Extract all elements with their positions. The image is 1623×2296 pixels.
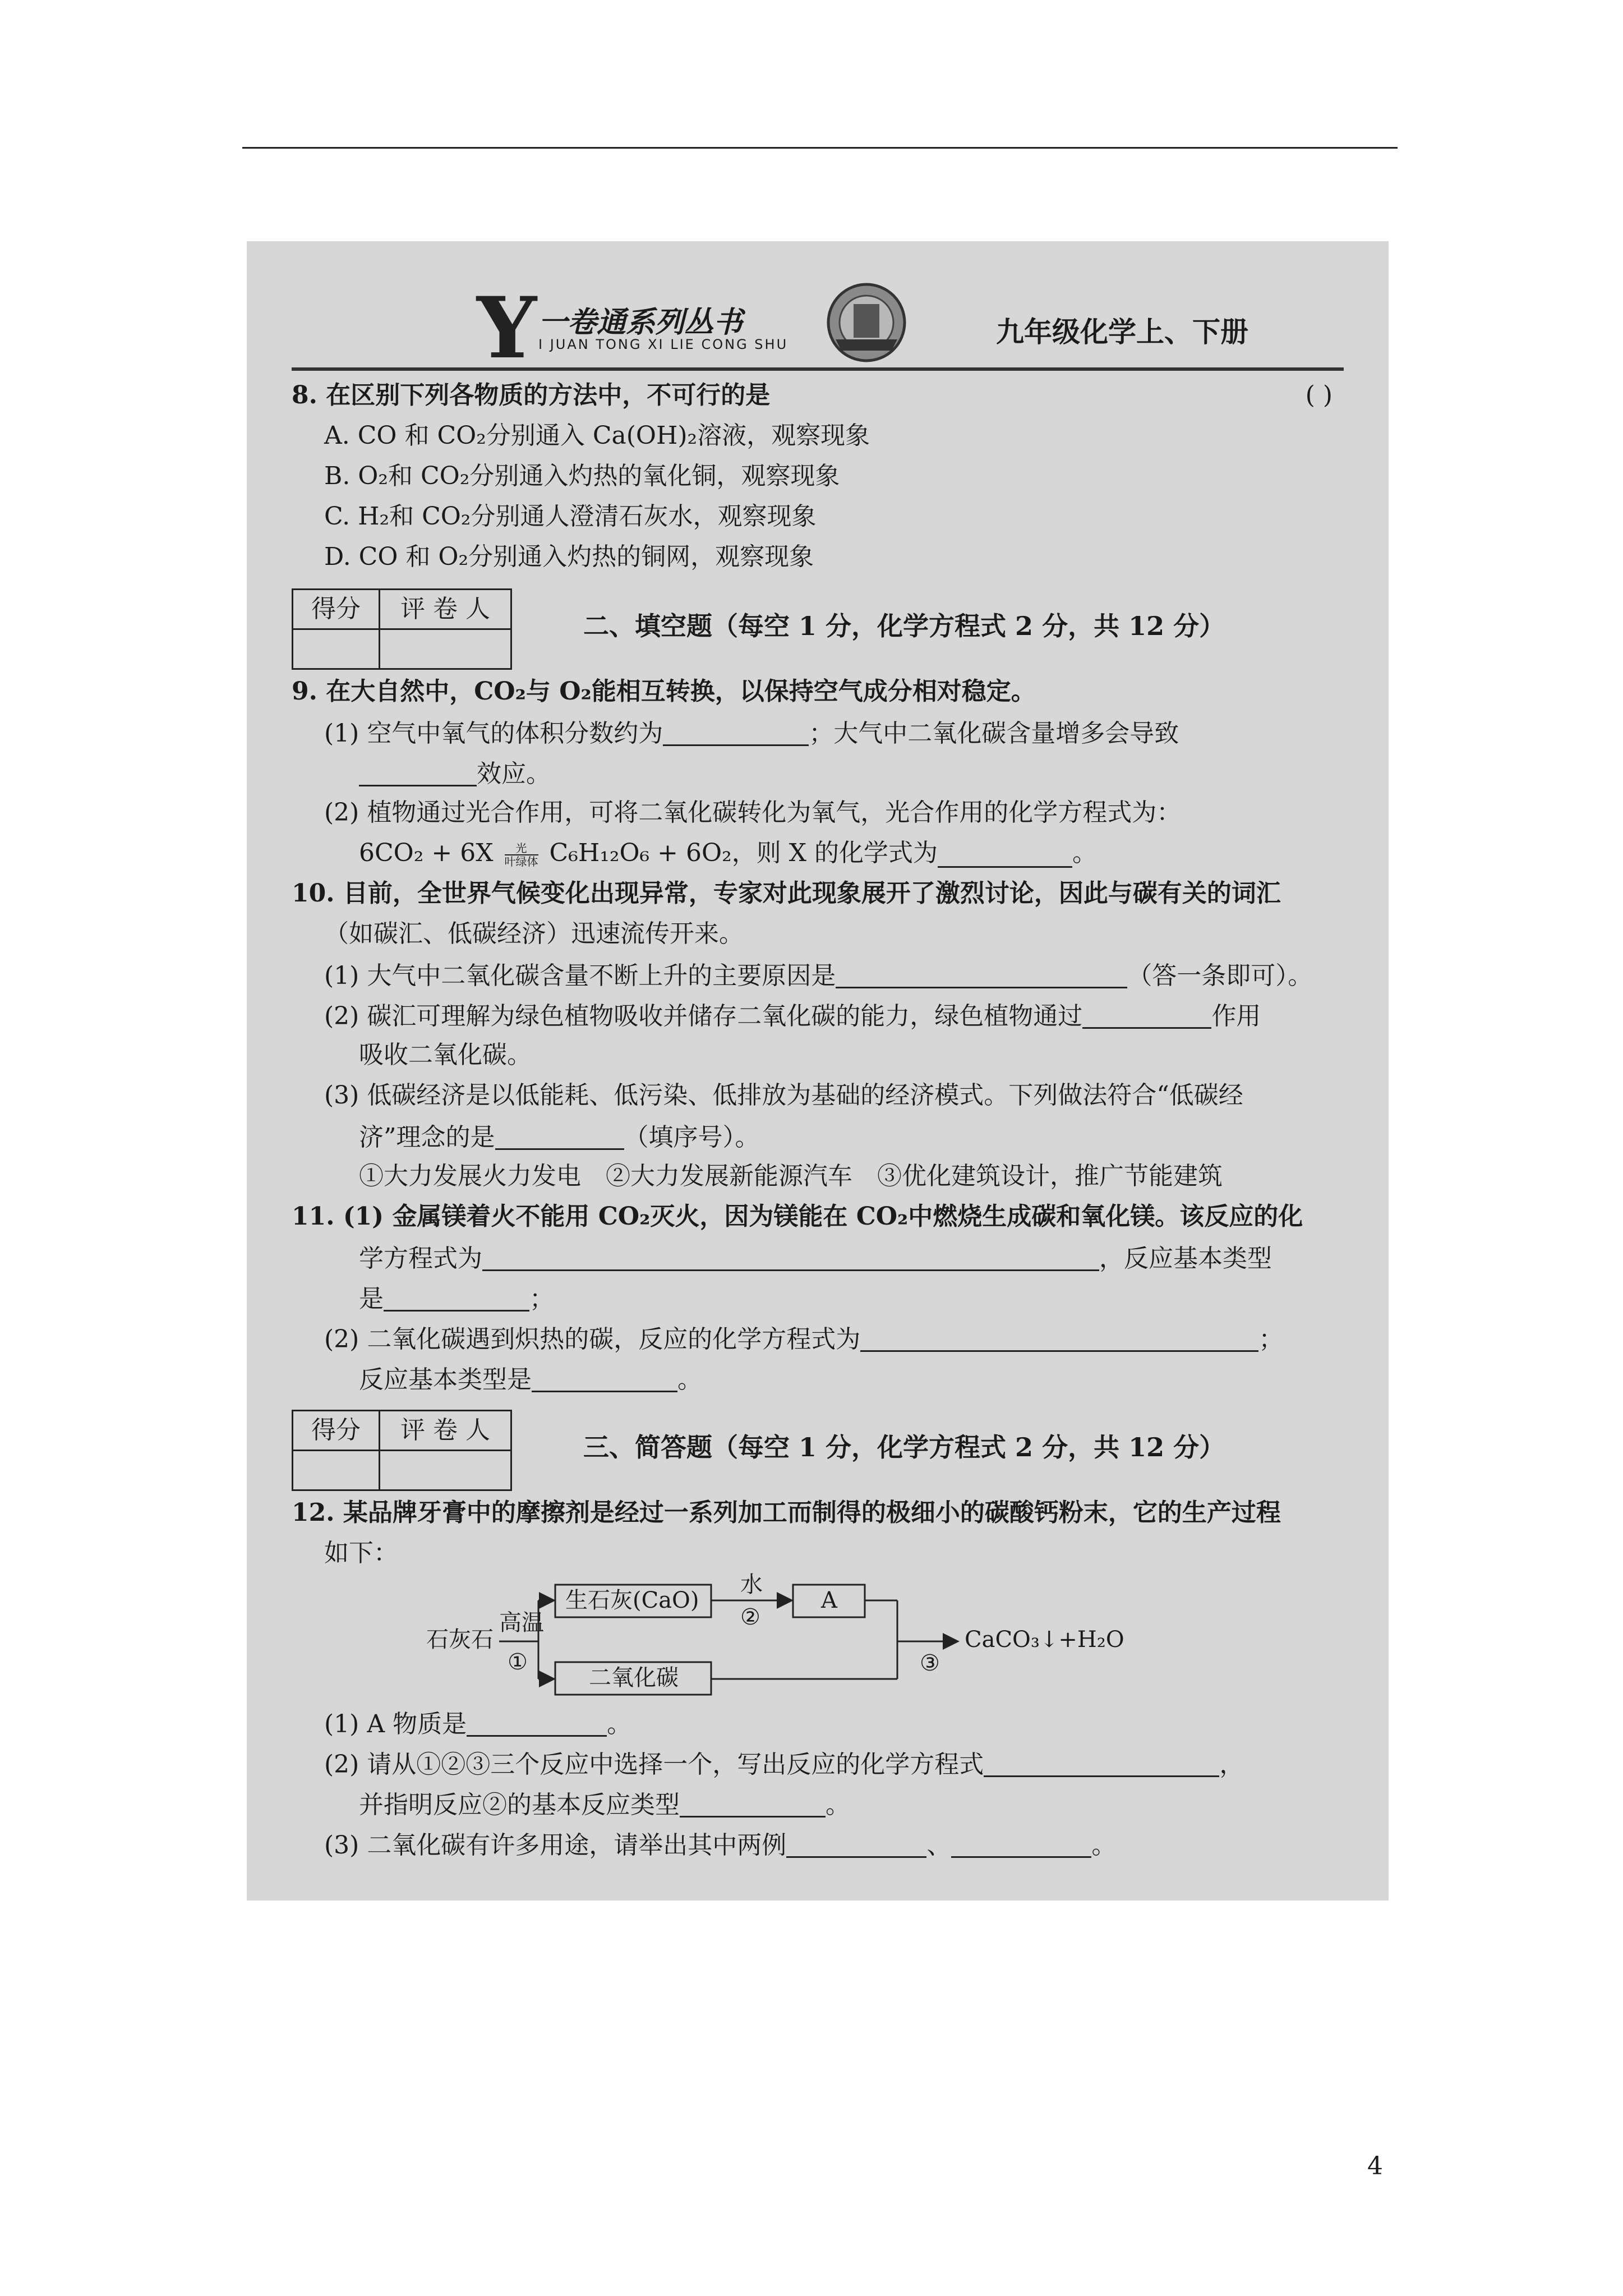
- q12-blank-equation[interactable]: [984, 1751, 1219, 1777]
- q9-blank-formula[interactable]: [938, 841, 1072, 868]
- q10-part2-cont: 吸收二氧化碳。: [359, 1041, 532, 1069]
- q9-blank-oxygen[interactable]: [663, 720, 809, 746]
- q9-part1-cont: 效应。: [292, 760, 1344, 800]
- book-emblem-icon: [824, 280, 909, 365]
- series-pinyin: I JUAN TONG XI LIE CONG SHU: [538, 337, 789, 352]
- q10-stem-1: 10. 目前，全世界气候变化出现异常，专家对此现象展开了激烈讨论，因此与碳有关的词汇: [292, 879, 1281, 908]
- q10-part1: (1) 大气中二氧化碳含量不断上升的主要原因是 （答一条即可）。: [324, 961, 1313, 990]
- q8-stem: 8. 在区别下列各物质的方法中，不可行的是 ( ): [292, 381, 1332, 409]
- flow-box-cao: 生石灰(CaO): [565, 1588, 699, 1613]
- q8-option-a: A. CO 和 CO₂分别通入 Ca(OH)₂溶液，观察现象: [324, 421, 870, 450]
- q10-part3-cont: 济”理念的是 （填序号）。: [359, 1123, 760, 1152]
- q12-part2-cont: 并指明反应②的基本反应类型 。: [359, 1791, 850, 1819]
- q12-stem-1: 12. 某品牌牙膏中的摩擦剂是经过一系列加工而制得的极细小的碳酸钙粉末，它的生产过程: [292, 1498, 1281, 1527]
- answer-paren: ( ): [1305, 381, 1332, 409]
- section2-title: 二、填空题（每空 1 分，化学方程式 2 分，共 12 分）: [583, 611, 1225, 641]
- q10-blank-reason[interactable]: [836, 962, 1127, 988]
- q8-option-b: B. O₂和 CO₂分别通入灼热的氧化铜，观察现象: [324, 462, 840, 490]
- score-label: 得分: [293, 590, 380, 629]
- flow-product: CaCO₃↓+H₂O: [965, 1627, 1124, 1653]
- flow-box-co2: 二氧化碳: [589, 1665, 679, 1691]
- q10-part2: (2) 碳汇可理解为绿色植物吸收并储存二氧化碳的能力，绿色植物通过 作用: [324, 1002, 1261, 1030]
- q9-equation: 6CO₂ + 6X $\frac{\text{光}}{\text{叶绿体}}$ C₆H₁₂O₆ + 6O₂，则 X 的化学式为 。: [359, 839, 1098, 868]
- score-cell[interactable]: [293, 1451, 380, 1490]
- flow-step2: ②: [740, 1604, 760, 1630]
- q11-part1-eq: 学方程式为 ，反应基本类型: [359, 1244, 1272, 1273]
- score-label: 得分: [293, 1411, 380, 1451]
- top-rule: [242, 147, 1398, 149]
- section2-header: [292, 588, 1344, 673]
- series-title: 一卷通系列丛书: [538, 305, 743, 339]
- q11-blank-type2[interactable]: [532, 1366, 677, 1392]
- series-logo-letter: Y: [477, 279, 537, 378]
- score-cell[interactable]: [293, 629, 380, 669]
- section3-title: 三、简答题（每空 1 分，化学方程式 2 分，共 12 分）: [583, 1432, 1225, 1462]
- q12-part2: (2) 请从①②③三个反应中选择一个，写出反应的化学方程式 ，: [324, 1750, 1244, 1779]
- q11-blank-equation2[interactable]: [860, 1326, 1258, 1352]
- q11-part2-type: 反应基本类型是 。: [359, 1365, 702, 1394]
- book-header: [292, 279, 1344, 378]
- q8-option-d: D. CO 和 O₂分别通入灼热的铜网，观察现象: [324, 542, 814, 571]
- q10-stem-2: （如碳汇、低碳经济）迅速流传开来。: [324, 919, 744, 948]
- flow-step1: ①: [508, 1649, 528, 1675]
- flow-water: 水: [740, 1572, 763, 1598]
- q12-blank-use2[interactable]: [951, 1832, 1091, 1858]
- score-table: [292, 1410, 512, 1491]
- section3-header: [292, 1410, 1344, 1494]
- q9-stem: 9. 在大自然中，CO₂与 O₂能相互转换，以保持空气成分相对稳定。: [292, 677, 1036, 706]
- q11-blank-type1[interactable]: [384, 1285, 529, 1312]
- q12-blank-use1[interactable]: [786, 1832, 926, 1858]
- q11-part1: 11. (1) 金属镁着火不能用 CO₂灭火，因为镁能在 CO₂中燃烧生成碳和氧化镁。该反应的化: [292, 1202, 1303, 1231]
- q12-stem-2: 如下：: [324, 1539, 398, 1567]
- q10-blank-process[interactable]: [1082, 1002, 1211, 1029]
- grader-label: 评 卷 人: [380, 590, 511, 629]
- scanned-exam-page: [247, 241, 1389, 1901]
- q11-blank-equation1[interactable]: [482, 1245, 1099, 1271]
- flow-box-a: A: [821, 1588, 837, 1613]
- grader-cell[interactable]: [380, 629, 511, 669]
- q12-blank-a[interactable]: [467, 1710, 607, 1737]
- q10-part3: (3) 低碳经济是以低能耗、低污染、低排放为基础的经济模式。下列做法符合“低碳经: [324, 1081, 1243, 1110]
- q8-option-c: C. H₂和 CO₂分别通人澄清石灰水，观察现象: [324, 502, 817, 531]
- q9-part2: (2) 植物通过光合作用，可将二氧化碳转化为氧气，光合作用的化学方程式为：: [324, 798, 1182, 827]
- q9-part1: (1) 空气中氧气的体积分数约为 ；大气中二氧化碳含量增多会导致: [324, 719, 1179, 748]
- reaction-condition: $\frac{\text{光}}{\text{叶绿体}}$: [504, 841, 538, 868]
- flow-start: 石灰石: [426, 1627, 494, 1653]
- q11-part2: (2) 二氧化碳遇到炽热的碳，反应的化学方程式为 ；: [324, 1325, 1284, 1354]
- q9-blank-effect[interactable]: [359, 760, 477, 786]
- book-title: 九年级化学上、下册: [996, 315, 1248, 348]
- flow-step3: ③: [920, 1650, 940, 1676]
- q12-blank-type[interactable]: [680, 1791, 826, 1818]
- grader-cell[interactable]: [380, 1451, 511, 1490]
- production-flow-diagram: [292, 1572, 1344, 1701]
- q10-options: ①大力发展火力发电 ②大力发展新能源汽车 ③优化建筑设计，推广节能建筑: [359, 1162, 1223, 1190]
- score-table: [292, 588, 512, 670]
- q12-part3: (3) 二氧化碳有许多用途，请举出其中两例 、 。: [324, 1831, 1117, 1860]
- grader-label: 评 卷 人: [380, 1411, 511, 1451]
- q11-part1-type: 是 ；: [359, 1285, 554, 1313]
- q12-part1: (1) A 物质是 。: [324, 1710, 632, 1738]
- q10-blank-choice[interactable]: [495, 1124, 624, 1150]
- flow-cond1: 高温: [499, 1610, 544, 1636]
- page-number: 4: [1367, 2152, 1383, 2180]
